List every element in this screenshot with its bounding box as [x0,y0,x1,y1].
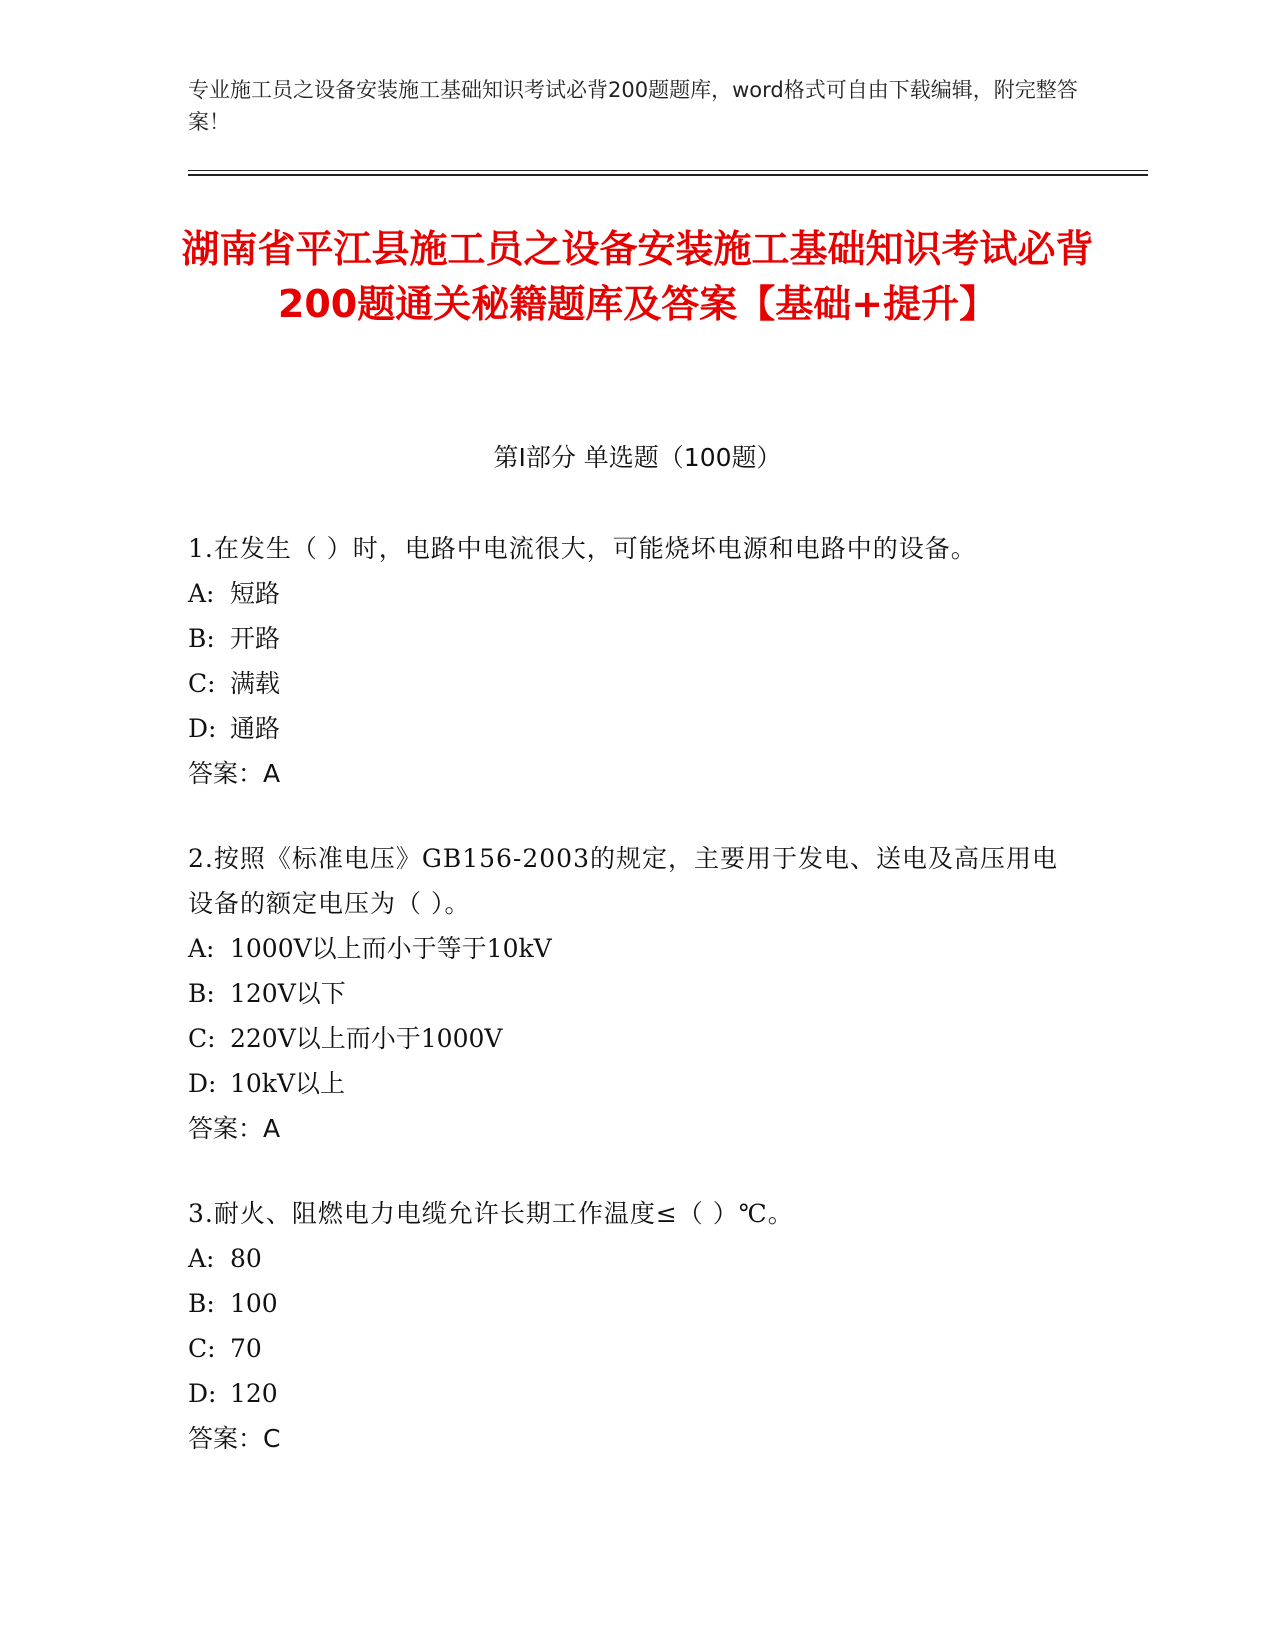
answer-option [188,1371,1068,1416]
option-letter: A: [188,579,215,608]
question-item [188,1191,1068,1461]
option-text: 70 [230,1334,262,1363]
answer-option [188,1016,1068,1061]
question-item [188,836,1068,1151]
answer-key: 答案：A [188,1114,281,1143]
answer-option [188,1326,1068,1371]
option-letter: B: [188,624,215,653]
option-letter: C: [188,669,216,698]
option-letter: A: [188,1244,215,1273]
option-text: 120 [230,1379,278,1408]
option-letter: B: [188,1289,215,1318]
option-letter: A: [188,934,215,963]
answer-option [188,571,1068,616]
answer-option [188,926,1068,971]
option-text: 开路 [230,624,281,653]
option-text: 满载 [230,669,281,698]
header-note: 专业施工员之设备安装施工基础知识考试必背200题题库，word格式可自由下载编辑，附完整答案！ [188,78,1078,134]
document-title: 湖南省平江县施工员之设备安装施工基础知识考试必背200题通关秘籍题库及答案【基础+提升】 [181,227,1094,326]
option-text: 120V以下 [230,979,346,1008]
option-letter: D: [188,1069,217,1098]
header-divider-thick [188,174,1148,176]
option-letter: B: [188,979,215,1008]
answer-option [188,661,1068,706]
question-list [188,526,1068,1501]
answer-option [188,706,1068,751]
answer-key: 答案：A [188,759,281,788]
option-text: 10kV以上 [230,1069,346,1098]
option-text: 80 [230,1244,262,1273]
question-stem: 1.在发生（ ）时，电路中电流很大，可能烧坏电源和电路中的设备。 [188,534,977,563]
answer-key: 答案：C [188,1424,281,1453]
answer-option [188,971,1068,1016]
answer-option [188,1061,1068,1106]
option-text: 通路 [230,714,281,743]
option-text: 1000V以上而小于等于10kV [230,934,552,963]
question-stem: 3.耐火、阻燃电力电缆允许长期工作温度≤（ ）℃。 [188,1199,794,1228]
option-letter: D: [188,1379,217,1408]
option-letter: C: [188,1334,216,1363]
question-stem: 2.按照《标准电压》GB156-2003的规定，主要用于发电、送电及高压用电设备的额定电压为（ ）。 [188,844,1058,918]
option-letter: C: [188,1024,216,1053]
option-letter: D: [188,714,217,743]
answer-option [188,616,1068,661]
question-item [188,526,1068,796]
option-text: 220V以上而小于1000V [230,1024,503,1053]
answer-option [188,1281,1068,1326]
section-title: 第Ⅰ部分 单选题（100题） [493,443,782,472]
option-text: 100 [230,1289,278,1318]
header-divider-thin [188,170,1148,171]
option-text: 短路 [230,579,281,608]
answer-option [188,1236,1068,1281]
